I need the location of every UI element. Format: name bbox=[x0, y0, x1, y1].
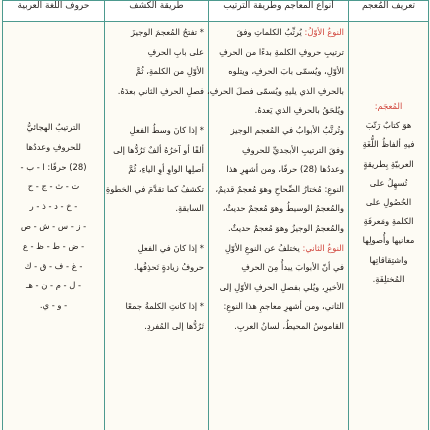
letters-line: - ز - س - ش - ص bbox=[20, 220, 87, 231]
type-line: ترتيبِ حروفِ الكلمةِ بدءًا من الحرفِ bbox=[219, 46, 344, 57]
method-line bbox=[109, 219, 204, 239]
type-line: والمُعجمُ الوجيزُ وهوَ مُعجمٌ حديثٌ. bbox=[227, 222, 344, 233]
method-cell bbox=[105, 22, 209, 430]
letters-line: للحروفِ وعددُها bbox=[26, 141, 81, 152]
definition-line: الكلمةِ ومَعرفَةِ bbox=[363, 216, 414, 227]
method-line: فصلِ الحرفِ الثاني بعدَهُ. bbox=[117, 85, 204, 96]
letters-line: الترتيبُ الهجائيُّ bbox=[26, 122, 81, 132]
letters-cell bbox=[3, 22, 105, 430]
method-line: * إذا كانتِ الكلمةُ جمعًا bbox=[125, 301, 204, 312]
method-line: أصلِها الواوِ أوِ الياءِ، ثُمَّ bbox=[128, 164, 204, 175]
method-line: الأوّلِ من الكلمةِ، ثُمَّ bbox=[135, 66, 204, 77]
definition-line: معانيها وأُصولِها bbox=[362, 235, 415, 246]
method-line: * إذا كانَ في الفعلِ bbox=[137, 242, 204, 253]
method-line bbox=[109, 101, 204, 121]
type-line: النوعِ: مُختارُ الصِّحاحِ وهوَ مُعجمٌ قديمٌ، bbox=[215, 183, 344, 194]
header-types: أنواع المعاجم وطريقة الترتيب bbox=[209, 1, 349, 22]
method-line: على بابِ الحرفِ bbox=[147, 46, 204, 57]
type-line: الأوّلِ، ويُسمّى بابَ الحرفِ، ويتلوه bbox=[228, 66, 344, 77]
type-line: الأخيرِ، ويُلي بفصلِ الحرفِ الأوّلِ إلى bbox=[219, 281, 344, 292]
method-line: السابقةِ. bbox=[175, 203, 204, 214]
letters-line: - ض - ط - ظ - ع bbox=[22, 240, 85, 251]
type-line: يختلفُ عن النوعِ الأوّلِ bbox=[224, 242, 300, 253]
header-definition: تعريف المُعجم bbox=[349, 1, 429, 22]
definition-line: واشتِقاقاتِها bbox=[369, 254, 408, 265]
letters-line: - ل - م - ن - هـ bbox=[25, 280, 81, 291]
content-row bbox=[3, 22, 429, 430]
header-method: طريقة الكشف bbox=[105, 1, 209, 22]
type-line: والمُعجمُ الوسيطُ وهوَ مُعجمٌ حديثٌ، bbox=[222, 203, 344, 214]
definition-line: هوَ كتابٌ رَتّبَ bbox=[365, 120, 412, 131]
letters-line: - خ - د - ذ - ر bbox=[29, 201, 78, 212]
type-line: يُرتِّبُ الكلماتِ وفقَ bbox=[236, 27, 302, 37]
definition-line: المُختلِفَةِ. bbox=[372, 273, 405, 284]
method-line: ألفًا أو آخرُهُ ألفٌ تَرُدُّها إلى bbox=[113, 144, 204, 155]
letters-line: - غ - ف - ق - ك bbox=[24, 260, 83, 271]
type-line: في أنّ الأبوابَ يبدأُ مِنَ الحرفِ bbox=[241, 262, 344, 273]
type-line: وفقَ الترتيبِ الأبجديِّ للحروفِ bbox=[242, 144, 344, 155]
dictionary-table bbox=[2, 0, 429, 430]
method-line: تكشفُ كما تقدَّمَ في الخطوةِ bbox=[105, 183, 204, 194]
types-cell bbox=[209, 22, 349, 430]
definition-line: تُسهِلُ على bbox=[369, 177, 408, 188]
type2-label: النوعُ الثاني: bbox=[302, 242, 344, 253]
method-line: * تفتحُ المُعجمَ الوجيزَ bbox=[131, 27, 204, 37]
letters-line: ت - ث - ج - ح bbox=[27, 181, 80, 192]
header-row bbox=[3, 1, 429, 22]
method-line: * إذا كانَ وسطُ الفعلِ bbox=[129, 124, 204, 135]
method-line: حروفُ زيادةٍ تَحذِفُها. bbox=[133, 262, 204, 273]
letters-line: - و - ي. bbox=[39, 300, 68, 311]
type-line: وعددُها (28) حرفًا، ومن أشهرِ هذا bbox=[226, 164, 344, 175]
method-line bbox=[109, 278, 204, 298]
definition-line: فيهِ ألفاظُ اللُّغَةِ bbox=[362, 139, 415, 150]
definition-cell bbox=[349, 22, 429, 430]
method-line: تَرُدُّها إلى المُفردِ. bbox=[144, 320, 204, 331]
definition-term: المُعجَم: bbox=[374, 101, 403, 111]
definition-line: العربيّةِ بِطريقةٍ bbox=[363, 158, 414, 169]
type-line: بالحرفِ الذي يليهِ ويُسمّى فصلَ الحرفِ، bbox=[207, 85, 344, 96]
definition-line: الحُصُولِ على bbox=[365, 197, 412, 208]
type-line: ويُلحَقُ بالحرفِ الذي يَعدهُ. bbox=[254, 105, 344, 116]
type-line: وتُرتَّبُ الأبوابُ في المُعجم الوجيز bbox=[230, 124, 344, 135]
type-line: الثاني، ومن أشهرِ معاجمِ هذا النوعِ: bbox=[223, 301, 344, 312]
type1-label: النوعُ الأوّلُ: bbox=[304, 27, 344, 37]
letters-line: (28) حرفًا: ا - ب - bbox=[20, 161, 87, 172]
header-letters: حروف اللغة العربية bbox=[3, 1, 105, 22]
type-line: القاموسُ المحيطُ، لسانُ العربِ. bbox=[234, 320, 344, 331]
